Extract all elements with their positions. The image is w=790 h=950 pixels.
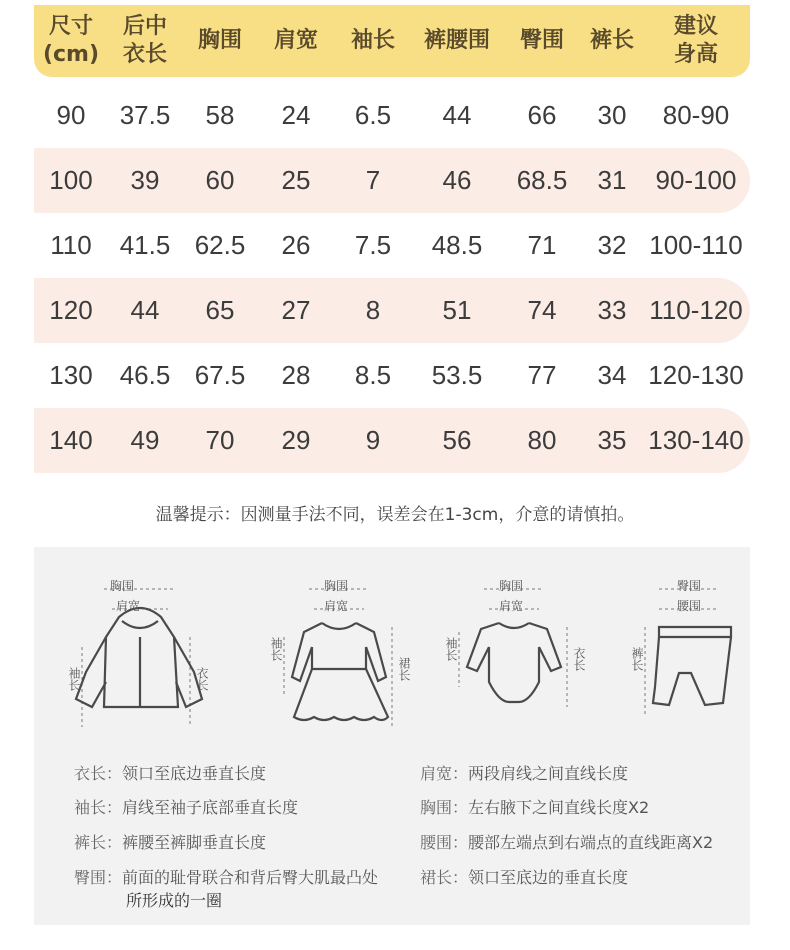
cell: 30 bbox=[597, 100, 627, 130]
cell: 65 bbox=[205, 295, 235, 325]
cell: 7.5 bbox=[354, 230, 392, 260]
definition-item bbox=[420, 795, 750, 818]
jacket-diagram bbox=[64, 577, 214, 737]
cell: 27 bbox=[281, 295, 311, 325]
cell: 9 bbox=[365, 425, 381, 455]
measurement-guide-panel bbox=[34, 547, 750, 925]
definition-term: 肩宽： bbox=[420, 764, 469, 783]
table-row bbox=[34, 408, 750, 473]
size-table-header bbox=[34, 5, 750, 77]
cell: 28 bbox=[281, 360, 311, 390]
cell: 46 bbox=[442, 165, 472, 195]
header-hip: 臀围 bbox=[519, 28, 564, 53]
jacket-sleeve-label: 袖长 bbox=[67, 667, 81, 691]
definition-desc: 肩线至袖子底部垂直长度 bbox=[122, 798, 299, 817]
pants-hip-label: 臀围 bbox=[677, 579, 702, 593]
definition-desc: 裤腰至裤脚垂直长度 bbox=[122, 833, 267, 852]
header-chest: 胸围 bbox=[197, 28, 242, 53]
definition-desc: 两段肩线之间直线长度 bbox=[468, 764, 629, 783]
romper-chest-label: 胸围 bbox=[499, 579, 524, 593]
table-row bbox=[34, 343, 750, 408]
cell: 58 bbox=[205, 100, 235, 130]
cell: 44 bbox=[130, 295, 160, 325]
cell: 90 bbox=[56, 100, 86, 130]
definition-desc: 前面的耻骨联合和背后臀大肌最凸处 bbox=[122, 868, 379, 887]
cell: 7 bbox=[365, 165, 381, 195]
cell: 110-120 bbox=[649, 295, 743, 325]
cell: 51 bbox=[442, 295, 472, 325]
header-pants-waist: 裤腰围 bbox=[423, 28, 490, 53]
cell: 67.5 bbox=[194, 360, 246, 390]
cell: 100-110 bbox=[649, 230, 743, 260]
header-back-length: 后中 衣长 bbox=[122, 14, 167, 67]
table-row bbox=[34, 148, 750, 213]
definition-desc: 领口至底边的垂直长度 bbox=[468, 868, 629, 887]
definition-term: 衣长： bbox=[74, 764, 123, 783]
cell: 100 bbox=[49, 165, 93, 195]
definition-term: 臀围： bbox=[74, 868, 123, 887]
definition-term: 胸围： bbox=[420, 798, 469, 817]
definition-desc: 腰部左端点到右端点的直线距离X2 bbox=[468, 833, 714, 852]
cell: 74 bbox=[527, 295, 557, 325]
cell: 130-140 bbox=[648, 425, 744, 455]
header-height: 建议 身高 bbox=[673, 14, 718, 67]
definition-item bbox=[420, 830, 750, 853]
definition-term: 腰围： bbox=[420, 833, 469, 852]
cell: 49 bbox=[130, 425, 160, 455]
table-row bbox=[34, 83, 750, 148]
romper-diagram bbox=[439, 577, 589, 737]
dress-diagram bbox=[264, 577, 414, 737]
cell: 41.5 bbox=[119, 230, 171, 260]
cell: 70 bbox=[205, 425, 235, 455]
header-shoulder: 肩宽 bbox=[273, 28, 318, 53]
cell: 56 bbox=[442, 425, 472, 455]
cell: 37.5 bbox=[119, 100, 171, 130]
dress-length-label: 裙长 bbox=[397, 657, 411, 681]
table-row bbox=[34, 213, 750, 278]
romper-shoulder-label: 肩宽 bbox=[499, 599, 524, 613]
cell: 90-100 bbox=[655, 165, 737, 195]
table-row bbox=[34, 278, 750, 343]
cell: 130 bbox=[49, 360, 93, 390]
definition-term: 袖长： bbox=[74, 798, 123, 817]
measurement-note: 温馨提示：因测量手法不同，误差会在1-3cm，介意的请慎拍。 bbox=[155, 505, 635, 525]
definition-item bbox=[420, 761, 750, 784]
cell: 34 bbox=[597, 360, 627, 390]
definition-item bbox=[74, 761, 404, 784]
cell: 53.5 bbox=[431, 360, 483, 390]
romper-sleeve-label: 袖长 bbox=[444, 637, 458, 661]
definition-desc-line2: 所形成的一圈 bbox=[126, 891, 223, 910]
cell: 24 bbox=[281, 100, 311, 130]
definition-item bbox=[74, 865, 404, 911]
cell: 44 bbox=[442, 100, 472, 130]
cell: 77 bbox=[527, 360, 557, 390]
cell: 68.5 bbox=[516, 165, 568, 195]
cell: 25 bbox=[281, 165, 311, 195]
header-size: 尺寸 (cm) bbox=[42, 14, 100, 67]
cell: 80 bbox=[527, 425, 557, 455]
definition-desc: 领口至底边垂直长度 bbox=[122, 764, 267, 783]
header-pants-length: 裤长 bbox=[589, 28, 634, 53]
dress-shoulder-label: 肩宽 bbox=[324, 599, 349, 613]
cell: 29 bbox=[281, 425, 311, 455]
cell: 33 bbox=[597, 295, 627, 325]
cell: 71 bbox=[527, 230, 557, 260]
definition-item bbox=[74, 830, 404, 853]
cell: 8.5 bbox=[354, 360, 392, 390]
pants-waist-label: 腰围 bbox=[677, 599, 702, 613]
cell: 46.5 bbox=[119, 360, 171, 390]
dress-sleeve-label: 袖长 bbox=[269, 637, 283, 661]
cell: 80-90 bbox=[662, 100, 730, 130]
cell: 48.5 bbox=[431, 230, 483, 260]
cell: 39 bbox=[130, 165, 160, 195]
romper-length-label: 衣长 bbox=[572, 647, 586, 671]
cell: 26 bbox=[281, 230, 311, 260]
definition-item bbox=[420, 865, 750, 888]
jacket-chest-label: 胸围 bbox=[110, 579, 135, 593]
cell: 110 bbox=[50, 230, 92, 260]
definition-desc: 左右腋下之间直线长度X2 bbox=[468, 798, 650, 817]
cell: 140 bbox=[49, 425, 93, 455]
jacket-shoulder-label: 肩宽 bbox=[116, 599, 141, 613]
cell: 66 bbox=[527, 100, 557, 130]
cell: 120-130 bbox=[648, 360, 744, 390]
definition-term: 裙长： bbox=[420, 868, 469, 887]
cell: 60 bbox=[205, 165, 235, 195]
cell: 32 bbox=[597, 230, 627, 260]
pants-length-label: 裤长 bbox=[630, 647, 644, 671]
cell: 120 bbox=[49, 295, 93, 325]
cell: 6.5 bbox=[354, 100, 392, 130]
definition-item bbox=[74, 795, 404, 818]
jacket-length-label: 衣长 bbox=[195, 667, 209, 691]
pants-diagram bbox=[619, 577, 739, 737]
cell: 8 bbox=[365, 295, 381, 325]
cell: 62.5 bbox=[194, 230, 246, 260]
dress-chest-label: 胸围 bbox=[324, 579, 349, 593]
definition-term: 裤长： bbox=[74, 833, 123, 852]
cell: 31 bbox=[597, 165, 627, 195]
cell: 35 bbox=[597, 425, 627, 455]
header-sleeve: 袖长 bbox=[350, 28, 395, 53]
